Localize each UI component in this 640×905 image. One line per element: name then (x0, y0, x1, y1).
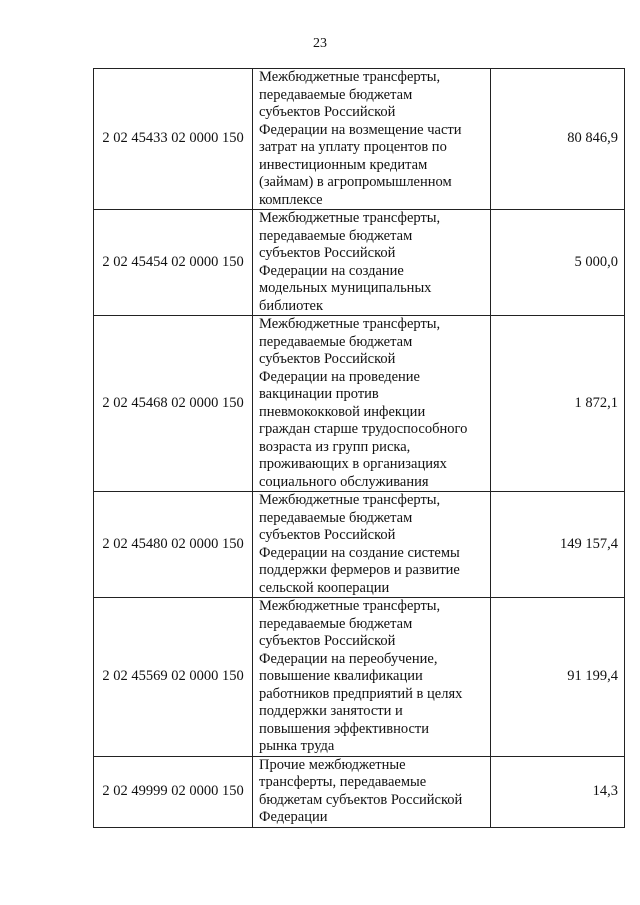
description-line: Межбюджетные трансферты, (259, 598, 441, 614)
description-line: библиотек (259, 297, 324, 314)
description-line: передаваемые бюджетам (259, 227, 413, 244)
description-line: Федерации на проведение (259, 368, 420, 385)
budget-table (93, 68, 625, 828)
description-line: передаваемые бюджетам (259, 86, 413, 103)
table-row (94, 598, 625, 757)
description-line: инвестиционным кредитам (259, 156, 428, 173)
budget-code: 2 02 45454 02 0000 150 (94, 210, 253, 316)
budget-code: 2 02 45468 02 0000 150 (94, 316, 253, 492)
description-line: субъектов Российской (259, 351, 396, 367)
description-line: Федерации на создание (259, 262, 404, 279)
description (253, 756, 491, 827)
description-line: передаваемые бюджетам (259, 615, 413, 632)
budget-code: 2 02 45433 02 0000 150 (94, 69, 253, 210)
description-line: затрат на уплату процентов по (259, 139, 447, 155)
amount: 5 000,0 (491, 210, 625, 316)
description (253, 316, 491, 492)
description-line: передаваемые бюджетам (259, 333, 413, 350)
table-row (94, 69, 625, 210)
description-line: Федерации на возмещение части (259, 121, 462, 138)
description-line: Федерации (259, 809, 328, 825)
description-line: пневмококковой инфекции (259, 403, 426, 420)
description (253, 598, 491, 757)
amount: 1 872,1 (491, 316, 625, 492)
description-line: бюджетам субъектов Российской (259, 791, 463, 808)
description-line: передаваемые бюджетам (259, 509, 413, 526)
table-row (94, 210, 625, 316)
amount: 91 199,4 (491, 598, 625, 757)
description-line: работников предприятий в целях (259, 685, 463, 702)
budget-code: 2 02 49999 02 0000 150 (94, 756, 253, 827)
description-line: поддержки занятости и (259, 703, 403, 719)
budget-table-body (94, 69, 625, 828)
description-line: Федерации на переобучение, (259, 650, 438, 667)
description-line: возраста из групп риска, (259, 438, 411, 455)
description-line: сельской кооперации (259, 579, 390, 596)
table-row (94, 492, 625, 598)
amount: 149 157,4 (491, 492, 625, 598)
description-line: Межбюджетные трансферты, (259, 210, 441, 226)
description (253, 210, 491, 316)
amount: 80 846,9 (491, 69, 625, 210)
amount: 14,3 (491, 756, 625, 827)
description-line: рынка труда (259, 738, 335, 754)
description-line: субъектов Российской (259, 527, 396, 543)
description-line: поддержки фермеров и развитие (259, 562, 460, 578)
description-line: вакцинации против (259, 386, 379, 402)
description-line: модельных муниципальных (259, 280, 432, 296)
description-line: социального обслуживания (259, 473, 429, 490)
table-row (94, 756, 625, 827)
description-line: повышения эффективности (259, 720, 429, 737)
description-line: трансферты, передаваемые (259, 774, 427, 790)
budget-code: 2 02 45480 02 0000 150 (94, 492, 253, 598)
description-line: проживающих в организациях (259, 456, 447, 472)
budget-code: 2 02 45569 02 0000 150 (94, 598, 253, 757)
description-line: субъектов Российской (259, 245, 396, 261)
description-line: субъектов Российской (259, 104, 396, 120)
description-line: субъектов Российской (259, 633, 396, 649)
description (253, 69, 491, 210)
description-line: Межбюджетные трансферты, (259, 492, 441, 508)
description (253, 492, 491, 598)
page-number: 23 (313, 36, 327, 51)
description-line: (займам) в агропромышленном (259, 174, 452, 190)
description-line: Федерации на создание системы (259, 544, 460, 561)
description-line: Межбюджетные трансферты, (259, 316, 441, 332)
description-line: комплексе (259, 191, 323, 208)
description-line: повышение квалификации (259, 668, 423, 684)
table-row (94, 316, 625, 492)
description-line: Межбюджетные трансферты, (259, 69, 441, 85)
description-line: граждан старше трудоспособного (259, 421, 468, 437)
description-line: Прочие межбюджетные (259, 756, 406, 773)
